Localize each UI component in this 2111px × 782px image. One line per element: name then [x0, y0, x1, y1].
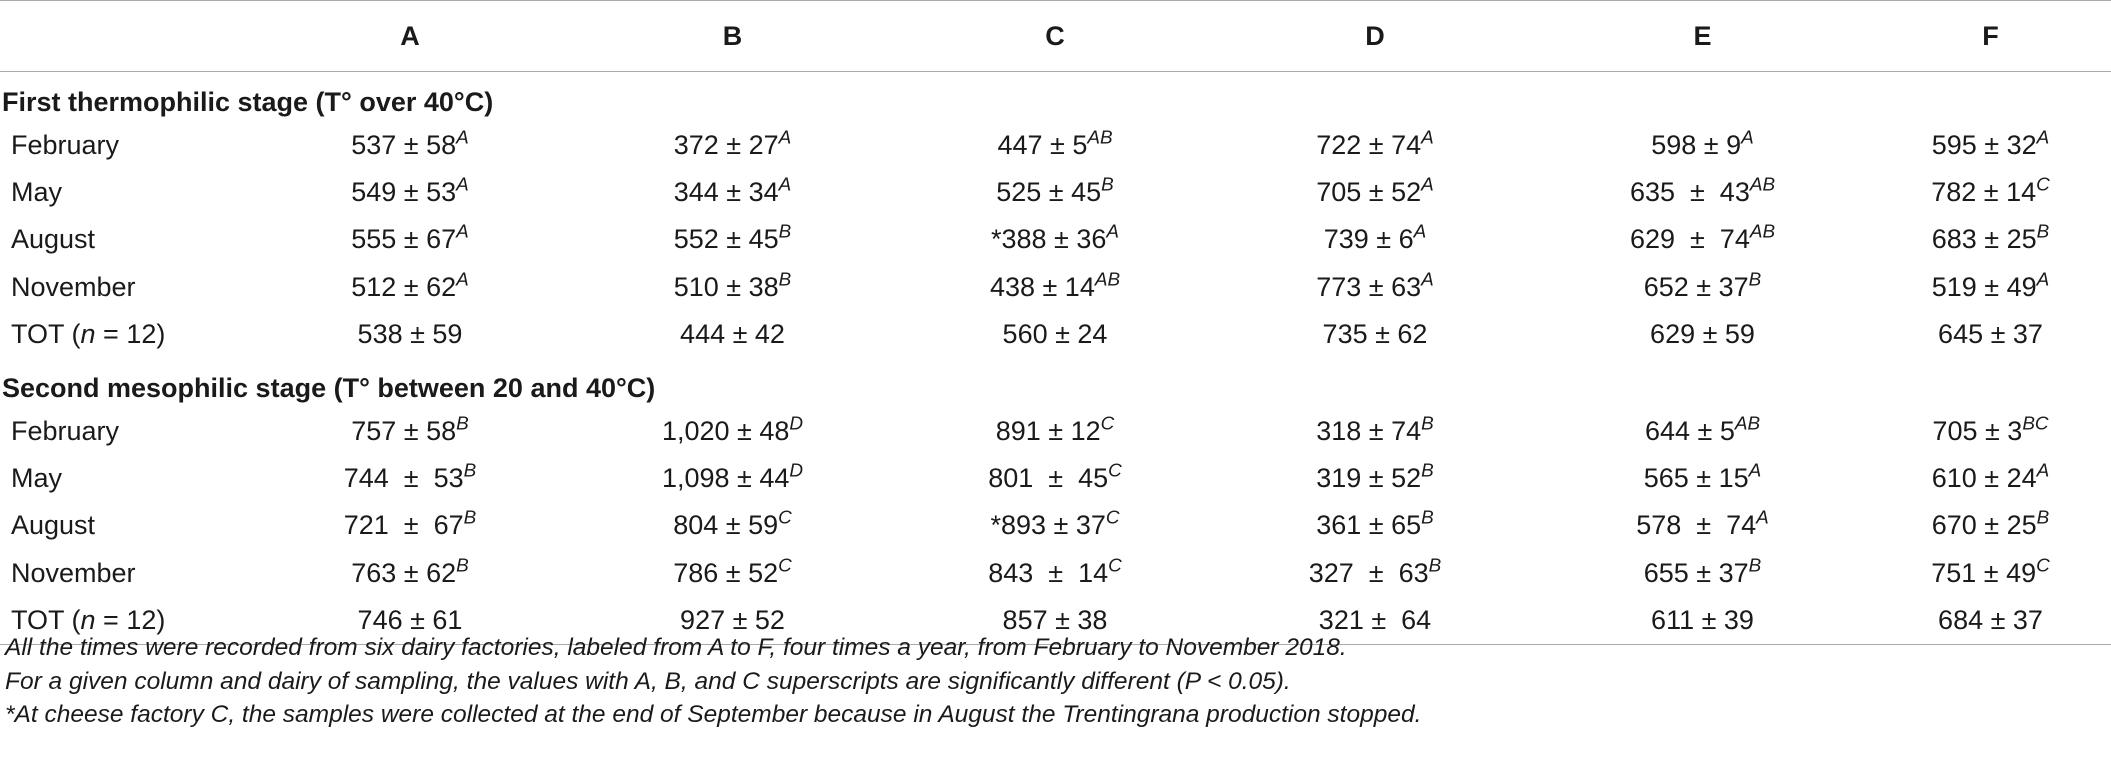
- significance-superscript: B: [1748, 555, 1762, 577]
- section-title: Second mesophilic stage (T° between 20 and 40°C): [2, 372, 656, 403]
- cell-value: 560 ± 24: [1002, 318, 1108, 349]
- cell-value: 773 ± 63: [1316, 271, 1422, 302]
- table-cell: [1215, 550, 1535, 597]
- significance-superscript: B: [463, 508, 477, 530]
- table-row: [0, 264, 2111, 311]
- cell-value: 512 ± 62: [351, 271, 457, 302]
- significance-superscript: C: [1108, 460, 1122, 482]
- row-label: August: [11, 224, 96, 255]
- table-cell: [570, 455, 895, 502]
- section-header-row: [0, 72, 2111, 123]
- cell-value: 519 ± 49: [1931, 271, 2037, 302]
- significance-superscript: A: [1421, 174, 1434, 196]
- cell-value: 705 ± 3: [1932, 416, 2023, 447]
- significance-superscript: A: [456, 174, 469, 196]
- table-row: [0, 502, 2111, 549]
- cell-value: 763 ± 62: [351, 557, 457, 588]
- significance-superscript: B: [1428, 555, 1442, 577]
- significance-superscript: B: [778, 222, 792, 244]
- cell-value: 843 ± 14: [988, 557, 1109, 588]
- table-cell: [1215, 408, 1535, 455]
- table-cell: [895, 122, 1215, 169]
- significance-superscript: A: [1413, 222, 1427, 244]
- cell-value: 318 ± 74: [1316, 416, 1422, 447]
- row-label: February: [11, 416, 120, 447]
- table-cell: [1535, 216, 1870, 263]
- table-cell: [1215, 502, 1535, 549]
- cell-value: 635 ± 43: [1629, 177, 1750, 208]
- cell-value: 801 ± 45: [988, 463, 1109, 494]
- cell-value: 611 ± 39: [1651, 604, 1754, 635]
- significance-superscript: D: [789, 413, 804, 435]
- cell-value: 739 ± 6: [1323, 224, 1414, 255]
- significance-superscript: A: [2036, 127, 2050, 149]
- table-cell: [1535, 264, 1870, 311]
- table-cell: [1215, 122, 1535, 169]
- table-cell: [895, 455, 1215, 502]
- cell-value: 438 ± 14: [989, 271, 1095, 302]
- cell-value: 629 ± 59: [1650, 318, 1755, 349]
- table-cell: [570, 169, 895, 216]
- header-row: [0, 1, 2111, 72]
- cell-value: 670 ± 25: [1931, 510, 2037, 541]
- table-cell: [570, 216, 895, 263]
- row-label: November: [11, 271, 136, 302]
- table-cell: [1870, 169, 2111, 216]
- table-cell: [250, 216, 570, 263]
- significance-superscript: A: [778, 127, 792, 149]
- cell-value: 782 ± 14: [1931, 177, 2037, 208]
- significance-superscript: C: [1105, 508, 1120, 530]
- cell-value: 598 ± 9: [1651, 130, 1742, 161]
- row-label: TOT (n = 12): [0, 597, 250, 645]
- cell-value: 552 ± 45: [673, 224, 779, 255]
- header-cell-f: F: [1870, 1, 2111, 72]
- header-cell-c: C: [895, 1, 1215, 72]
- table-footnotes: [5, 631, 1421, 732]
- cell-value: 372 ± 27: [673, 130, 779, 161]
- table-cell: [250, 502, 570, 549]
- significance-superscript: B: [1421, 460, 1434, 482]
- cell-value: 549 ± 53: [351, 177, 457, 208]
- table-cell: [1870, 122, 2111, 169]
- significance-superscript: C: [2036, 174, 2050, 196]
- table-cell: [570, 122, 895, 169]
- significance-superscript: C: [778, 508, 792, 530]
- significance-superscript: A: [1421, 127, 1434, 149]
- cell-value: 652 ± 37: [1643, 271, 1749, 302]
- cell-value: 629 ± 74: [1629, 224, 1750, 255]
- header-cell-d: D: [1215, 1, 1535, 72]
- table-cell: [250, 264, 570, 311]
- header-cell-e: E: [1535, 1, 1870, 72]
- significance-superscript: A: [1748, 460, 1762, 482]
- significance-superscript: AB: [1734, 413, 1761, 435]
- table-cell: [895, 216, 1215, 263]
- cell-value: 1,020 ± 48: [661, 416, 790, 447]
- significance-superscript: B: [2036, 222, 2050, 244]
- significance-superscript: A: [2036, 460, 2050, 482]
- cell-value: 644 ± 5: [1644, 416, 1735, 447]
- row-label: February: [11, 130, 120, 161]
- cell-value: 746 ± 61: [357, 604, 463, 635]
- table-cell: [895, 550, 1215, 597]
- row-label: May: [11, 463, 63, 494]
- table-cell: [895, 408, 1215, 455]
- table-cell: [1870, 502, 2111, 549]
- section-title: First thermophilic stage (T° over 40°C): [2, 87, 494, 117]
- table-row: [0, 216, 2111, 263]
- significance-superscript: A: [778, 174, 792, 196]
- table-cell: [1535, 122, 1870, 169]
- table-cell: [895, 169, 1215, 216]
- row-label: May: [11, 177, 63, 208]
- significance-superscript: BC: [2022, 413, 2049, 435]
- table-cell: [1535, 169, 1870, 216]
- significance-superscript: B: [456, 555, 469, 577]
- cell-value: 444 ± 42: [680, 318, 785, 349]
- significance-superscript: B: [1421, 413, 1434, 435]
- table-cell: [1535, 550, 1870, 597]
- significance-superscript: C: [1108, 555, 1122, 577]
- cell-value: 683 ± 25: [1931, 224, 2037, 255]
- cell-value: 595 ± 32: [1931, 130, 2037, 161]
- cell-value: 645 ± 37: [1938, 318, 2043, 349]
- significance-superscript: B: [1421, 508, 1434, 530]
- significance-superscript: A: [456, 127, 469, 149]
- significance-superscript: A: [456, 269, 469, 291]
- significance-superscript: B: [778, 269, 792, 291]
- cell-value: 344 ± 34: [673, 177, 779, 208]
- table-cell: [250, 408, 570, 455]
- header-cell-b: B: [570, 1, 895, 72]
- cell-value: 857 ± 38: [1002, 604, 1108, 635]
- significance-superscript: B: [2036, 508, 2050, 530]
- table-cell: [895, 311, 1215, 358]
- header-cell-a: A: [250, 1, 570, 72]
- cell-value: 751 ± 49: [1931, 557, 2037, 588]
- cell-value: 705 ± 52: [1316, 177, 1422, 208]
- significance-superscript: A: [456, 222, 469, 244]
- cell-value: 744 ± 53: [343, 463, 464, 494]
- cell-value: 510 ± 38: [673, 271, 779, 302]
- table-row: [0, 311, 2111, 358]
- table-body: [0, 72, 2111, 645]
- footnote: *At cheese factory C, the samples were collected at the end of September because in August the Trentingrana production stopped.: [5, 701, 1422, 728]
- row-label: TOT (n = 12): [11, 318, 166, 349]
- table-cell: [250, 122, 570, 169]
- significance-superscript: C: [1100, 413, 1115, 435]
- table-cell: [570, 408, 895, 455]
- table-row: [0, 455, 2111, 502]
- cell-value: 537 ± 58: [351, 130, 457, 161]
- table-cell: [1535, 311, 1870, 358]
- cell-value: 927 ± 52: [680, 604, 785, 635]
- significance-superscript: A: [1756, 508, 1769, 530]
- significance-superscript: B: [1101, 174, 1114, 196]
- table-row: [0, 408, 2111, 455]
- cell-value: 684 ± 37: [1938, 604, 2043, 635]
- table-cell: [570, 264, 895, 311]
- cell-value: *388 ± 36: [990, 224, 1107, 255]
- significance-superscript: A: [2036, 269, 2050, 291]
- table-cell: [1215, 169, 1535, 216]
- table-cell: [1870, 597, 2111, 645]
- significance-superscript: B: [463, 460, 477, 482]
- significance-superscript: C: [2036, 555, 2050, 577]
- significance-superscript: AB: [1749, 222, 1776, 244]
- cell-value: 447 ± 5: [997, 130, 1088, 161]
- significance-superscript: A: [1106, 222, 1120, 244]
- row-label: August: [11, 510, 96, 541]
- cell-value: 321 ± 64: [1318, 604, 1432, 635]
- cell-value: 319 ± 52: [1316, 463, 1422, 494]
- table-row: [0, 169, 2111, 216]
- table-cell: [1870, 550, 2111, 597]
- table-cell: [1215, 311, 1535, 358]
- cell-value: 1,098 ± 44: [661, 463, 790, 494]
- cell-value: 735 ± 62: [1322, 318, 1428, 349]
- table-cell: [1870, 408, 2111, 455]
- significance-superscript: D: [789, 460, 804, 482]
- table-cell: [570, 502, 895, 549]
- table-cell: [250, 550, 570, 597]
- table-cell: [1535, 455, 1870, 502]
- table-cell: [1870, 455, 2111, 502]
- significance-superscript: AB: [1094, 269, 1121, 291]
- cell-value: 891 ± 12: [995, 416, 1101, 447]
- cell-value: 555 ± 67: [351, 224, 457, 255]
- table-cell: [895, 264, 1215, 311]
- table-cell: [1870, 264, 2111, 311]
- cell-value: 327 ± 63: [1308, 557, 1429, 588]
- footnote: All the times were recorded from six dairy factories, labeled from A to F, four times a year, from February to November 2018.: [5, 634, 1347, 661]
- significance-superscript: AB: [1749, 174, 1776, 196]
- table-cell: [895, 502, 1215, 549]
- table-cell: [570, 550, 895, 597]
- table-row: [0, 550, 2111, 597]
- table-cell: [1870, 216, 2111, 263]
- cell-value: 722 ± 74: [1316, 130, 1422, 161]
- significance-superscript: B: [1748, 269, 1762, 291]
- significance-superscript: A: [1741, 127, 1754, 149]
- cell-value: 525 ± 45: [996, 177, 1102, 208]
- table-cell: [1535, 597, 1870, 645]
- cell-value: 578 ± 74: [1636, 510, 1757, 541]
- table-row: [0, 122, 2111, 169]
- header-cell-empty: [0, 1, 250, 72]
- cell-value: *893 ± 37: [990, 510, 1106, 541]
- table-cell: [1535, 408, 1870, 455]
- table-cell: [1215, 264, 1535, 311]
- cell-value: 655 ± 37: [1643, 557, 1749, 588]
- significance-superscript: C: [778, 555, 792, 577]
- footnote: For a given column and dairy of sampling, the values with A, B, and C superscripts are significantly different (P < 0.05).: [5, 667, 1291, 695]
- table-cell: [250, 311, 570, 358]
- significance-superscript: B: [456, 413, 469, 435]
- table-cell: [250, 455, 570, 502]
- cell-value: 610 ± 24: [1931, 463, 2037, 494]
- table-cell: [1870, 311, 2111, 358]
- cell-value: 757 ± 58: [351, 416, 457, 447]
- table-cell: [1535, 502, 1870, 549]
- cell-value: 361 ± 65: [1316, 510, 1422, 541]
- table-cell: [1215, 455, 1535, 502]
- table-cell: [250, 169, 570, 216]
- section-header-row: [0, 358, 2111, 408]
- cell-value: 565 ± 15: [1643, 463, 1749, 494]
- table-cell: [1215, 216, 1535, 263]
- table-cell: [570, 311, 895, 358]
- significance-superscript: AB: [1087, 127, 1113, 149]
- cell-value: 804 ± 59: [673, 510, 779, 541]
- significance-superscript: A: [1421, 269, 1434, 291]
- row-label: November: [11, 557, 136, 588]
- cell-value: 786 ± 52: [673, 557, 779, 588]
- cell-value: 721 ± 67: [343, 510, 464, 541]
- cell-value: 538 ± 59: [357, 318, 463, 349]
